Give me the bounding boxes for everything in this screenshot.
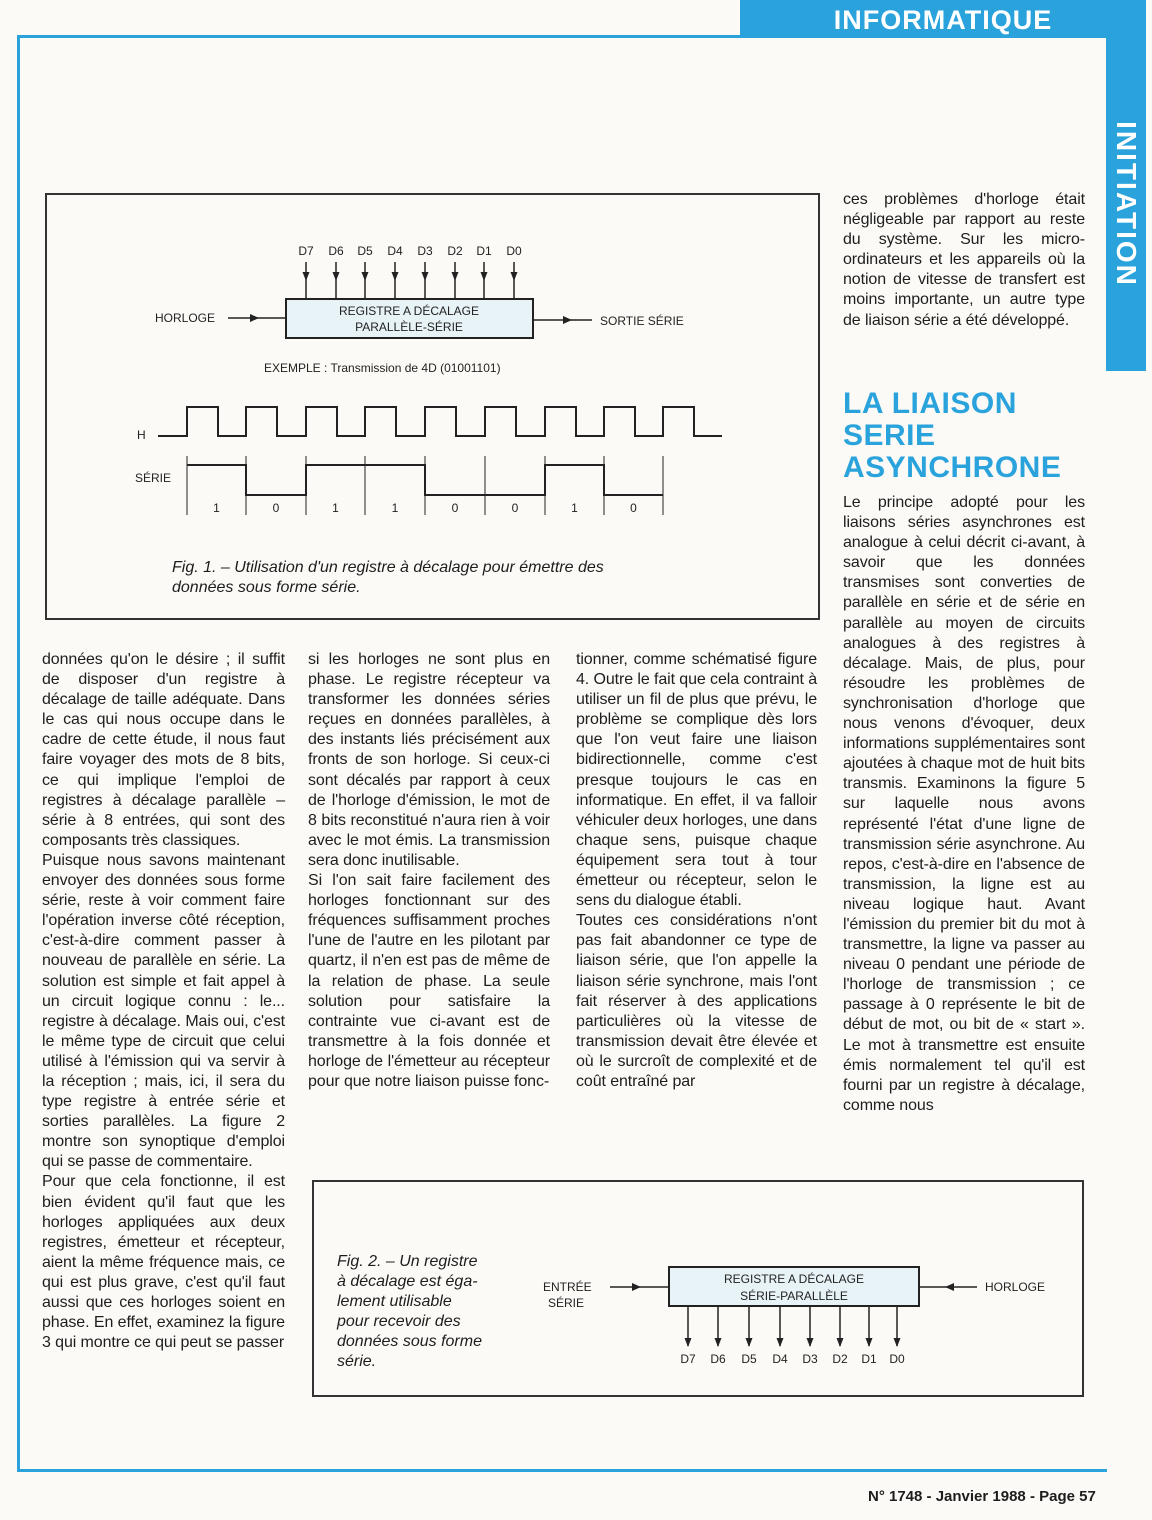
fig1-example: EXEMPLE : Transmission de 4D (01001101) [264, 361, 501, 375]
fig1-timing [158, 407, 722, 515]
fig1-caption-line-1: Fig. 1. – Utilisation d'un registre à décalage pour émettre des [172, 559, 604, 576]
fig2-output-label: D5 [741, 1352, 757, 1366]
fig1-bit-label: 0 [630, 501, 637, 515]
fig2-caption [337, 1252, 507, 1372]
fig2-output-label: D2 [832, 1352, 848, 1366]
paragraph: Si l'on sait faire facilement des horloges fonctionnant sur des fréquences suffisamment proches l'une de l'autre en les pilotant par quartz, il n'en est pas de même de la relation de phase. La seule solution pour satisfaire la contrainte vue ci-avant est de transmettre à la fois donnée et horloge de l'émetteur au récepteur pour que notre liaison puisse fonc- [308, 872, 550, 1090]
fig1-input-arrowhead [511, 272, 518, 281]
fig2-clock-label: HORLOGE [985, 1280, 1046, 1294]
fig1-register-label-1: REGISTRE A DÉCALAGE [338, 304, 480, 318]
fig1-serie-label: SÉRIE [135, 471, 172, 485]
fig1-input-label: D4 [387, 244, 403, 258]
fig1-input-arrowhead [481, 272, 488, 281]
heading-line: SERIE [843, 419, 936, 452]
fig1-bit-label: 0 [511, 501, 519, 515]
fig1-input-arrowhead [422, 272, 429, 281]
fig1-bit-label: 1 [213, 501, 220, 515]
fig2-caption-line: Fig. 2. – Un registre [337, 1253, 478, 1270]
figure-1-diagram [135, 244, 722, 515]
article-column-4-body [843, 493, 1085, 1116]
fig2-output-label: D4 [772, 1352, 788, 1366]
fig2-output-label: D0 [889, 1352, 905, 1366]
fig2-output-label: D1 [861, 1352, 877, 1366]
fig2-output-label: D7 [680, 1352, 696, 1366]
fig1-caption-line-2: données sous forme série. [172, 579, 361, 596]
fig2-register-label-2: SÉRIE-PARALLÈLE [740, 1289, 848, 1303]
fig1-output-arrowhead [563, 316, 572, 324]
fig2-output-label: D6 [710, 1352, 726, 1366]
paragraph: données qu'on le désire ; il suffit de disposer d'un registre à décalage de taille adéquate. Dans le cas qui nous occupe dans le cadre de cette étude, il nous faut faire voyager des mots de 8 bits, ce qui implique l'emploi de registres à décalage parallèle – série à 8 entrées, qui sont des composants très classiques. [42, 651, 285, 849]
paragraph: Puisque nous savons maintenant envoyer des données sous forme série, reste à voir comment faire l'opération inverse côté réception, c'est-à-dire comment passer à nouveau de parallèle en série. La solution est simple et fait appel à un circuit logique connu : le... registre à décalage. Mais oui, c'est le même type de circuit que celui utilisé à l'émission qui va servir à la réception ; mais, ici, il sera du type registre à entrée série et sorties parallèles. La figure 2 montre son synoptique d'emploi qui se passe de commentaire. [42, 851, 285, 1171]
fig1-bit-label: 1 [571, 501, 578, 515]
section-tab: INFORMATIQUE [740, 0, 1146, 38]
article-column-4-top [843, 190, 1085, 331]
paragraph: tionner, comme schématisé figure 4. Outre le fait que cela contraint à utiliser un fil de plus que prévu, le problème se complique dès lors que l'on veut faire une liaison bidirectionnelle, comme c'est presque toujours le cas en informatique. En effet, il va falloir véhiculer deux horloges, une dans chaque sens, puisque chaque équipement sera tout à tour émetteur ou récepteur, selon le sens du dialogue établi. [576, 651, 817, 910]
fig2-register-label-1: REGISTRE A DÉCALAGE [723, 1272, 865, 1286]
fig1-clock-arrowhead [250, 314, 259, 322]
paragraph: Le principe adopté pour les liaisons séries asynchrones est analogue à celui décrit ci-avant, à savoir que les données transmises sont converties de parallèle en série et de série en parallèle au moyen de circuits analogues à des registres à décalage. Mais, de plus, pour résoudre les problèmes de synchronisation d'horloge que nous venons d'évoquer, deux informations supplémentaires sont ajoutées à chaque mot de huit bits transmis. Examinons la figure 5 sur laquelle nous avons représenté l'état d'une ligne de transmission série asynchrone. Au repos, c'est-à-dire en l'absence de transmission, la ligne est au niveau logique haut. Avant l'émission du premier bit du mot à transmettre, la ligne va passer au niveau 0 pendant une période de l'horloge de transmission ; ce passage à 0 représente le bit de début de mot, ou bit de « start ». Le mot à transmettre est ensuite émis normalement tel qu'il est fourni par un registre à décalage, comme nous [843, 494, 1085, 1114]
fig1-input-arrowhead [362, 272, 369, 281]
fig1-clock-label: HORLOGE [155, 311, 216, 325]
fig1-bit-label: 0 [272, 501, 280, 515]
section-heading [843, 388, 1061, 484]
fig1-bit-label: 1 [391, 501, 399, 515]
page-footer: N° 1748 - Janvier 1988 - Page 57 [868, 1488, 1096, 1505]
paragraph: ces problèmes d'horloge était négligeable par rapport au reste du système. Sur les micro-ordinateurs et les appareils où la notion de vitesse de transfert est moins importante, un autre type de liaison série a été développé. [843, 191, 1085, 329]
fig1-bit-label: 0 [451, 501, 459, 515]
paragraph: si les horloges ne sont plus en phase. Le registre récepteur va transformer les données séries reçues en données parallèles, à des instants liés précisément aux fronts de son horloge. Si ceux-ci sont décalés par rapport à ceux de l'horloge d'émission, le mot de 8 bits reconstitué n'aura rien à voir avec le mot émis. La transmission sera donc inutilisable. [308, 651, 550, 869]
fig1-clock-waveform [158, 407, 722, 436]
paragraph: Pour que cela fonctionne, il est bien évident qu'il faut que les horloges appliquées aux deux registres, émetteur et récepteur, aient la même fréquence mais, ce qui est plus grave, c'est qu'il faut aussi que ces horloges soient en phase. En effet, examinez la figure 3 qui montre ce qui peut se passer [42, 1173, 285, 1352]
fig1-output-label: SORTIE SÉRIE [600, 314, 684, 328]
article-column-1 [42, 650, 285, 1353]
fig1-input-label: D3 [417, 244, 433, 258]
fig2-caption-line: pour recevoir des [337, 1313, 461, 1330]
paragraph: Toutes ces considérations n'ont pas fait abandonner ce type de liaison série, que l'on appelle la liaison série synchrone, mais l'ont fait réserver à des applications particulières où la vitesse de transmission devait être élevée et où le surcroît de complexité et de coût entraîné par [576, 912, 817, 1090]
heading-line: LA LIAISON [843, 387, 1017, 420]
fig2-input-label-2: SÉRIE [548, 1296, 585, 1310]
article-column-3 [576, 650, 817, 1092]
fig1-register-label-2: PARALLÈLE-SÉRIE [355, 320, 463, 334]
fig2-output-label: D3 [802, 1352, 818, 1366]
fig2-caption-line: lement utilisable [337, 1293, 452, 1310]
fig1-input-label: D2 [447, 244, 463, 258]
fig1-input-arrowhead [303, 272, 310, 281]
fig1-input-label: D7 [298, 244, 314, 258]
fig2-caption-line: série. [337, 1353, 377, 1370]
fig1-h-label: H [137, 428, 146, 442]
fig1-input-arrowhead [333, 272, 340, 281]
fig1-input-label: D6 [328, 244, 344, 258]
side-tab-label: INITIATION [1111, 121, 1142, 287]
fig2-caption-line: à décalage est éga- [337, 1273, 478, 1290]
heading-line: ASYNCHRONE [843, 451, 1062, 484]
fig1-parallel-inputs [298, 244, 522, 299]
article-column-2 [308, 650, 550, 1092]
fig2-input-label-1: ENTRÉE [543, 1280, 592, 1294]
fig1-input-label: D0 [506, 244, 522, 258]
fig1-input-arrowhead [452, 272, 459, 281]
fig1-bit-label: 1 [332, 501, 339, 515]
fig1-input-label: D5 [357, 244, 373, 258]
fig2-caption-line: données sous forme [337, 1333, 482, 1350]
fig1-caption [172, 558, 604, 598]
fig1-input-label: D1 [476, 244, 492, 258]
fig1-input-arrowhead [392, 272, 399, 281]
